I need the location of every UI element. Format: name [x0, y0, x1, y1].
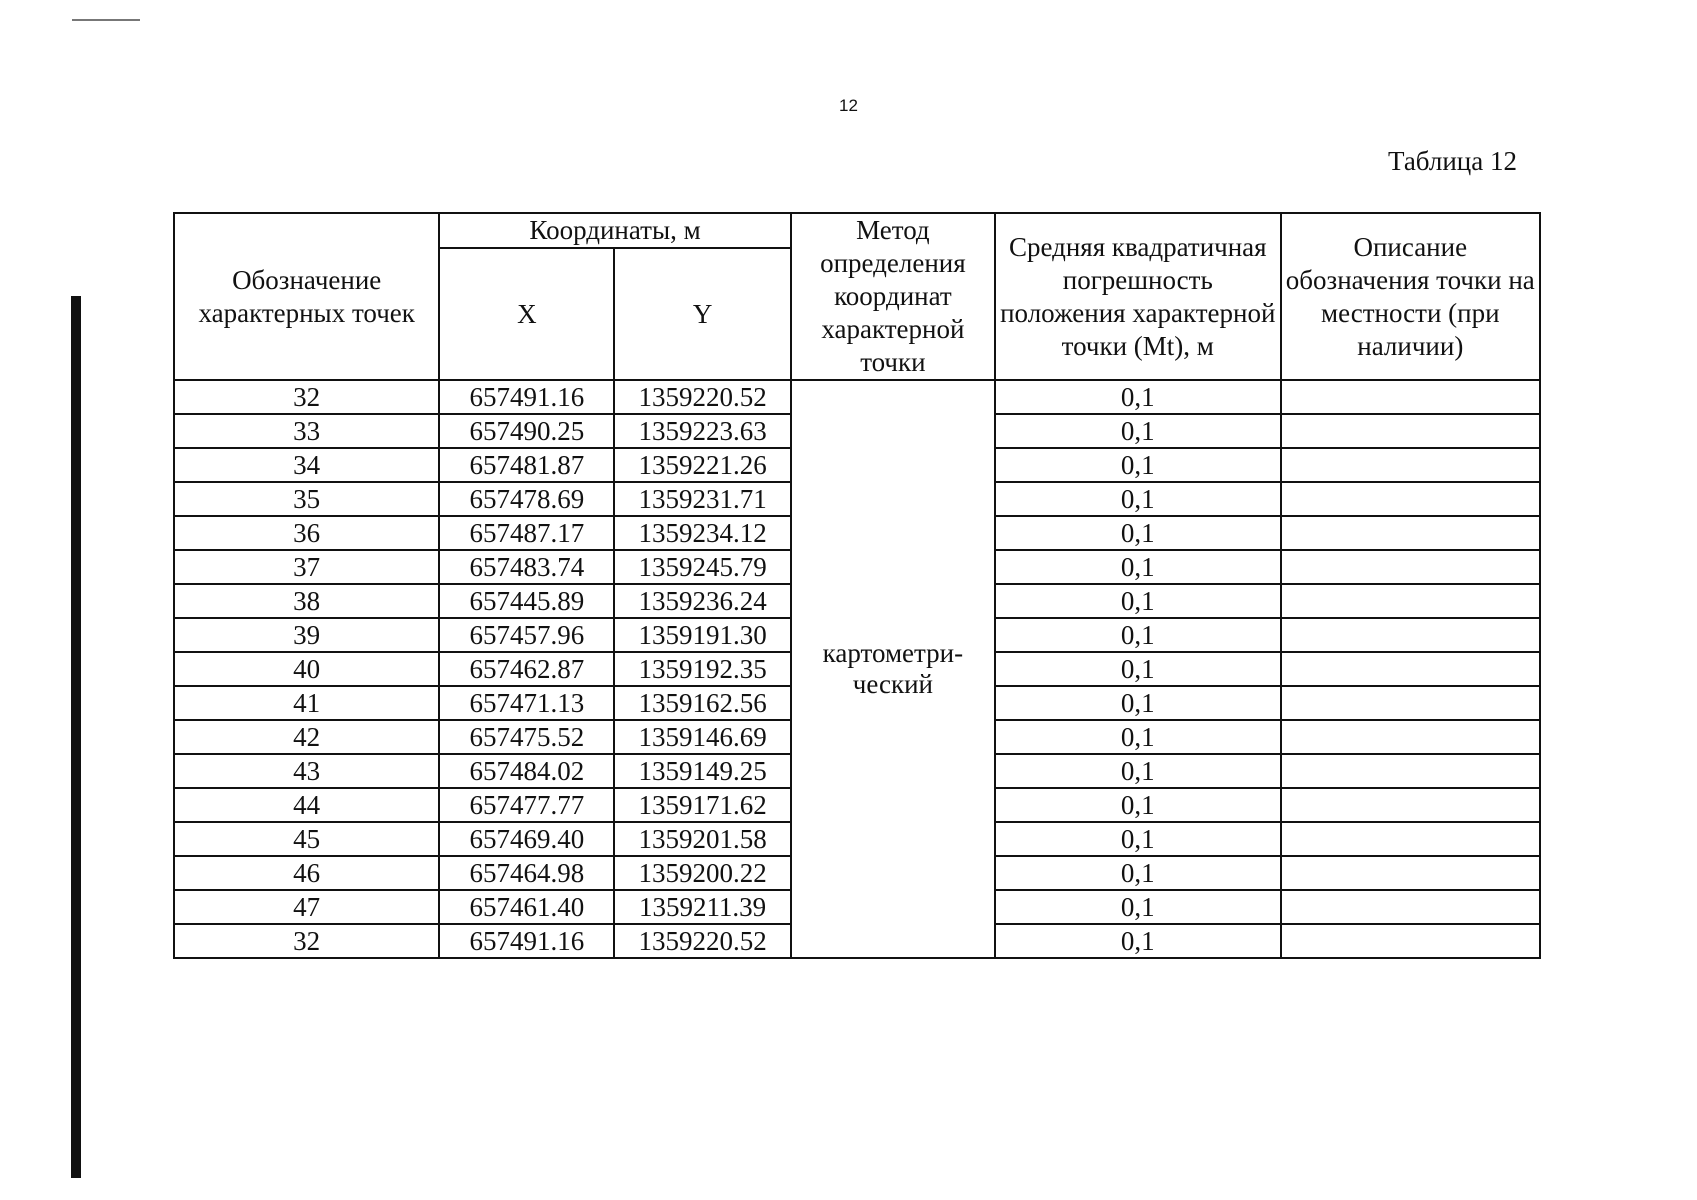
- table-header: [174, 213, 1540, 380]
- cell-mt: 0,1: [995, 516, 1281, 550]
- cell-y: 1359220.52: [614, 380, 790, 414]
- cell-mt: 0,1: [995, 686, 1281, 720]
- scan-binding-edge: [71, 296, 81, 1178]
- cell-mt: 0,1: [995, 720, 1281, 754]
- cell-mt: 0,1: [995, 618, 1281, 652]
- cell-mt: 0,1: [995, 924, 1281, 958]
- cell-point: 33: [174, 414, 439, 448]
- header-coordinates: Координаты, м: [439, 213, 790, 248]
- cell-y: 1359221.26: [614, 448, 790, 482]
- cell-description: [1281, 890, 1540, 924]
- cell-mt: 0,1: [995, 788, 1281, 822]
- cell-mt: 0,1: [995, 822, 1281, 856]
- table-body: [174, 380, 1540, 958]
- page-number: 12: [839, 96, 858, 115]
- cell-x: 657490.25: [439, 414, 614, 448]
- table-row: [174, 380, 1540, 414]
- cell-mt: 0,1: [995, 414, 1281, 448]
- cell-x: 657475.52: [439, 720, 614, 754]
- header-x: X: [439, 248, 614, 380]
- cell-mt: 0,1: [995, 652, 1281, 686]
- cell-description: [1281, 516, 1540, 550]
- cell-x: 657478.69: [439, 482, 614, 516]
- cell-method: картометри-ческий: [791, 380, 995, 958]
- cell-x: 657457.96: [439, 618, 614, 652]
- cell-point: 37: [174, 550, 439, 584]
- cell-x: 657464.98: [439, 856, 614, 890]
- cell-mt: 0,1: [995, 856, 1281, 890]
- cell-y: 1359162.56: [614, 686, 790, 720]
- cell-description: [1281, 550, 1540, 584]
- cell-point: 38: [174, 584, 439, 618]
- cell-description: [1281, 686, 1540, 720]
- cell-description: [1281, 448, 1540, 482]
- cell-point: 35: [174, 482, 439, 516]
- cell-description: [1281, 584, 1540, 618]
- cell-mt: 0,1: [995, 584, 1281, 618]
- header-y: Y: [614, 248, 790, 380]
- cell-point: 41: [174, 686, 439, 720]
- cell-point: 44: [174, 788, 439, 822]
- cell-x: 657484.02: [439, 754, 614, 788]
- scan-artifact-line: [72, 19, 140, 21]
- cell-mt: 0,1: [995, 448, 1281, 482]
- cell-description: [1281, 720, 1540, 754]
- cell-description: [1281, 822, 1540, 856]
- cell-point: 43: [174, 754, 439, 788]
- header-description: Описание обозначения точки на местности (при наличии): [1281, 213, 1540, 380]
- cell-x: 657461.40: [439, 890, 614, 924]
- cell-x: 657491.16: [439, 924, 614, 958]
- cell-x: 657471.13: [439, 686, 614, 720]
- header-point: Обозначение характерных точек: [174, 213, 439, 380]
- cell-x: 657462.87: [439, 652, 614, 686]
- cell-y: 1359191.30: [614, 618, 790, 652]
- cell-mt: 0,1: [995, 550, 1281, 584]
- cell-y: 1359201.58: [614, 822, 790, 856]
- cell-x: 657445.89: [439, 584, 614, 618]
- cell-description: [1281, 414, 1540, 448]
- cell-point: 32: [174, 924, 439, 958]
- header-mt: Средняя квадратичная погрешность положения характерной точки (Mt), м: [995, 213, 1281, 380]
- table-caption: Таблица 12: [1388, 146, 1517, 176]
- cell-y: 1359192.35: [614, 652, 790, 686]
- cell-description: [1281, 788, 1540, 822]
- cell-description: [1281, 482, 1540, 516]
- cell-y: 1359231.71: [614, 482, 790, 516]
- cell-x: 657483.74: [439, 550, 614, 584]
- cell-x: 657491.16: [439, 380, 614, 414]
- coordinates-table: [173, 212, 1541, 959]
- cell-description: [1281, 618, 1540, 652]
- cell-mt: 0,1: [995, 380, 1281, 414]
- cell-x: 657481.87: [439, 448, 614, 482]
- cell-y: 1359171.62: [614, 788, 790, 822]
- cell-y: 1359146.69: [614, 720, 790, 754]
- cell-y: 1359149.25: [614, 754, 790, 788]
- cell-y: 1359223.63: [614, 414, 790, 448]
- cell-y: 1359245.79: [614, 550, 790, 584]
- cell-mt: 0,1: [995, 890, 1281, 924]
- cell-point: 32: [174, 380, 439, 414]
- header-method: Метод определения координат характерной точки: [791, 213, 995, 380]
- cell-x: 657487.17: [439, 516, 614, 550]
- cell-description: [1281, 754, 1540, 788]
- cell-point: 42: [174, 720, 439, 754]
- cell-description: [1281, 924, 1540, 958]
- cell-point: 36: [174, 516, 439, 550]
- cell-y: 1359236.24: [614, 584, 790, 618]
- cell-description: [1281, 856, 1540, 890]
- cell-x: 657477.77: [439, 788, 614, 822]
- cell-y: 1359200.22: [614, 856, 790, 890]
- cell-point: 46: [174, 856, 439, 890]
- cell-description: [1281, 380, 1540, 414]
- cell-point: 39: [174, 618, 439, 652]
- cell-point: 45: [174, 822, 439, 856]
- cell-point: 40: [174, 652, 439, 686]
- cell-point: 34: [174, 448, 439, 482]
- cell-y: 1359211.39: [614, 890, 790, 924]
- cell-mt: 0,1: [995, 482, 1281, 516]
- cell-point: 47: [174, 890, 439, 924]
- cell-mt: 0,1: [995, 754, 1281, 788]
- cell-y: 1359220.52: [614, 924, 790, 958]
- cell-description: [1281, 652, 1540, 686]
- cell-x: 657469.40: [439, 822, 614, 856]
- cell-y: 1359234.12: [614, 516, 790, 550]
